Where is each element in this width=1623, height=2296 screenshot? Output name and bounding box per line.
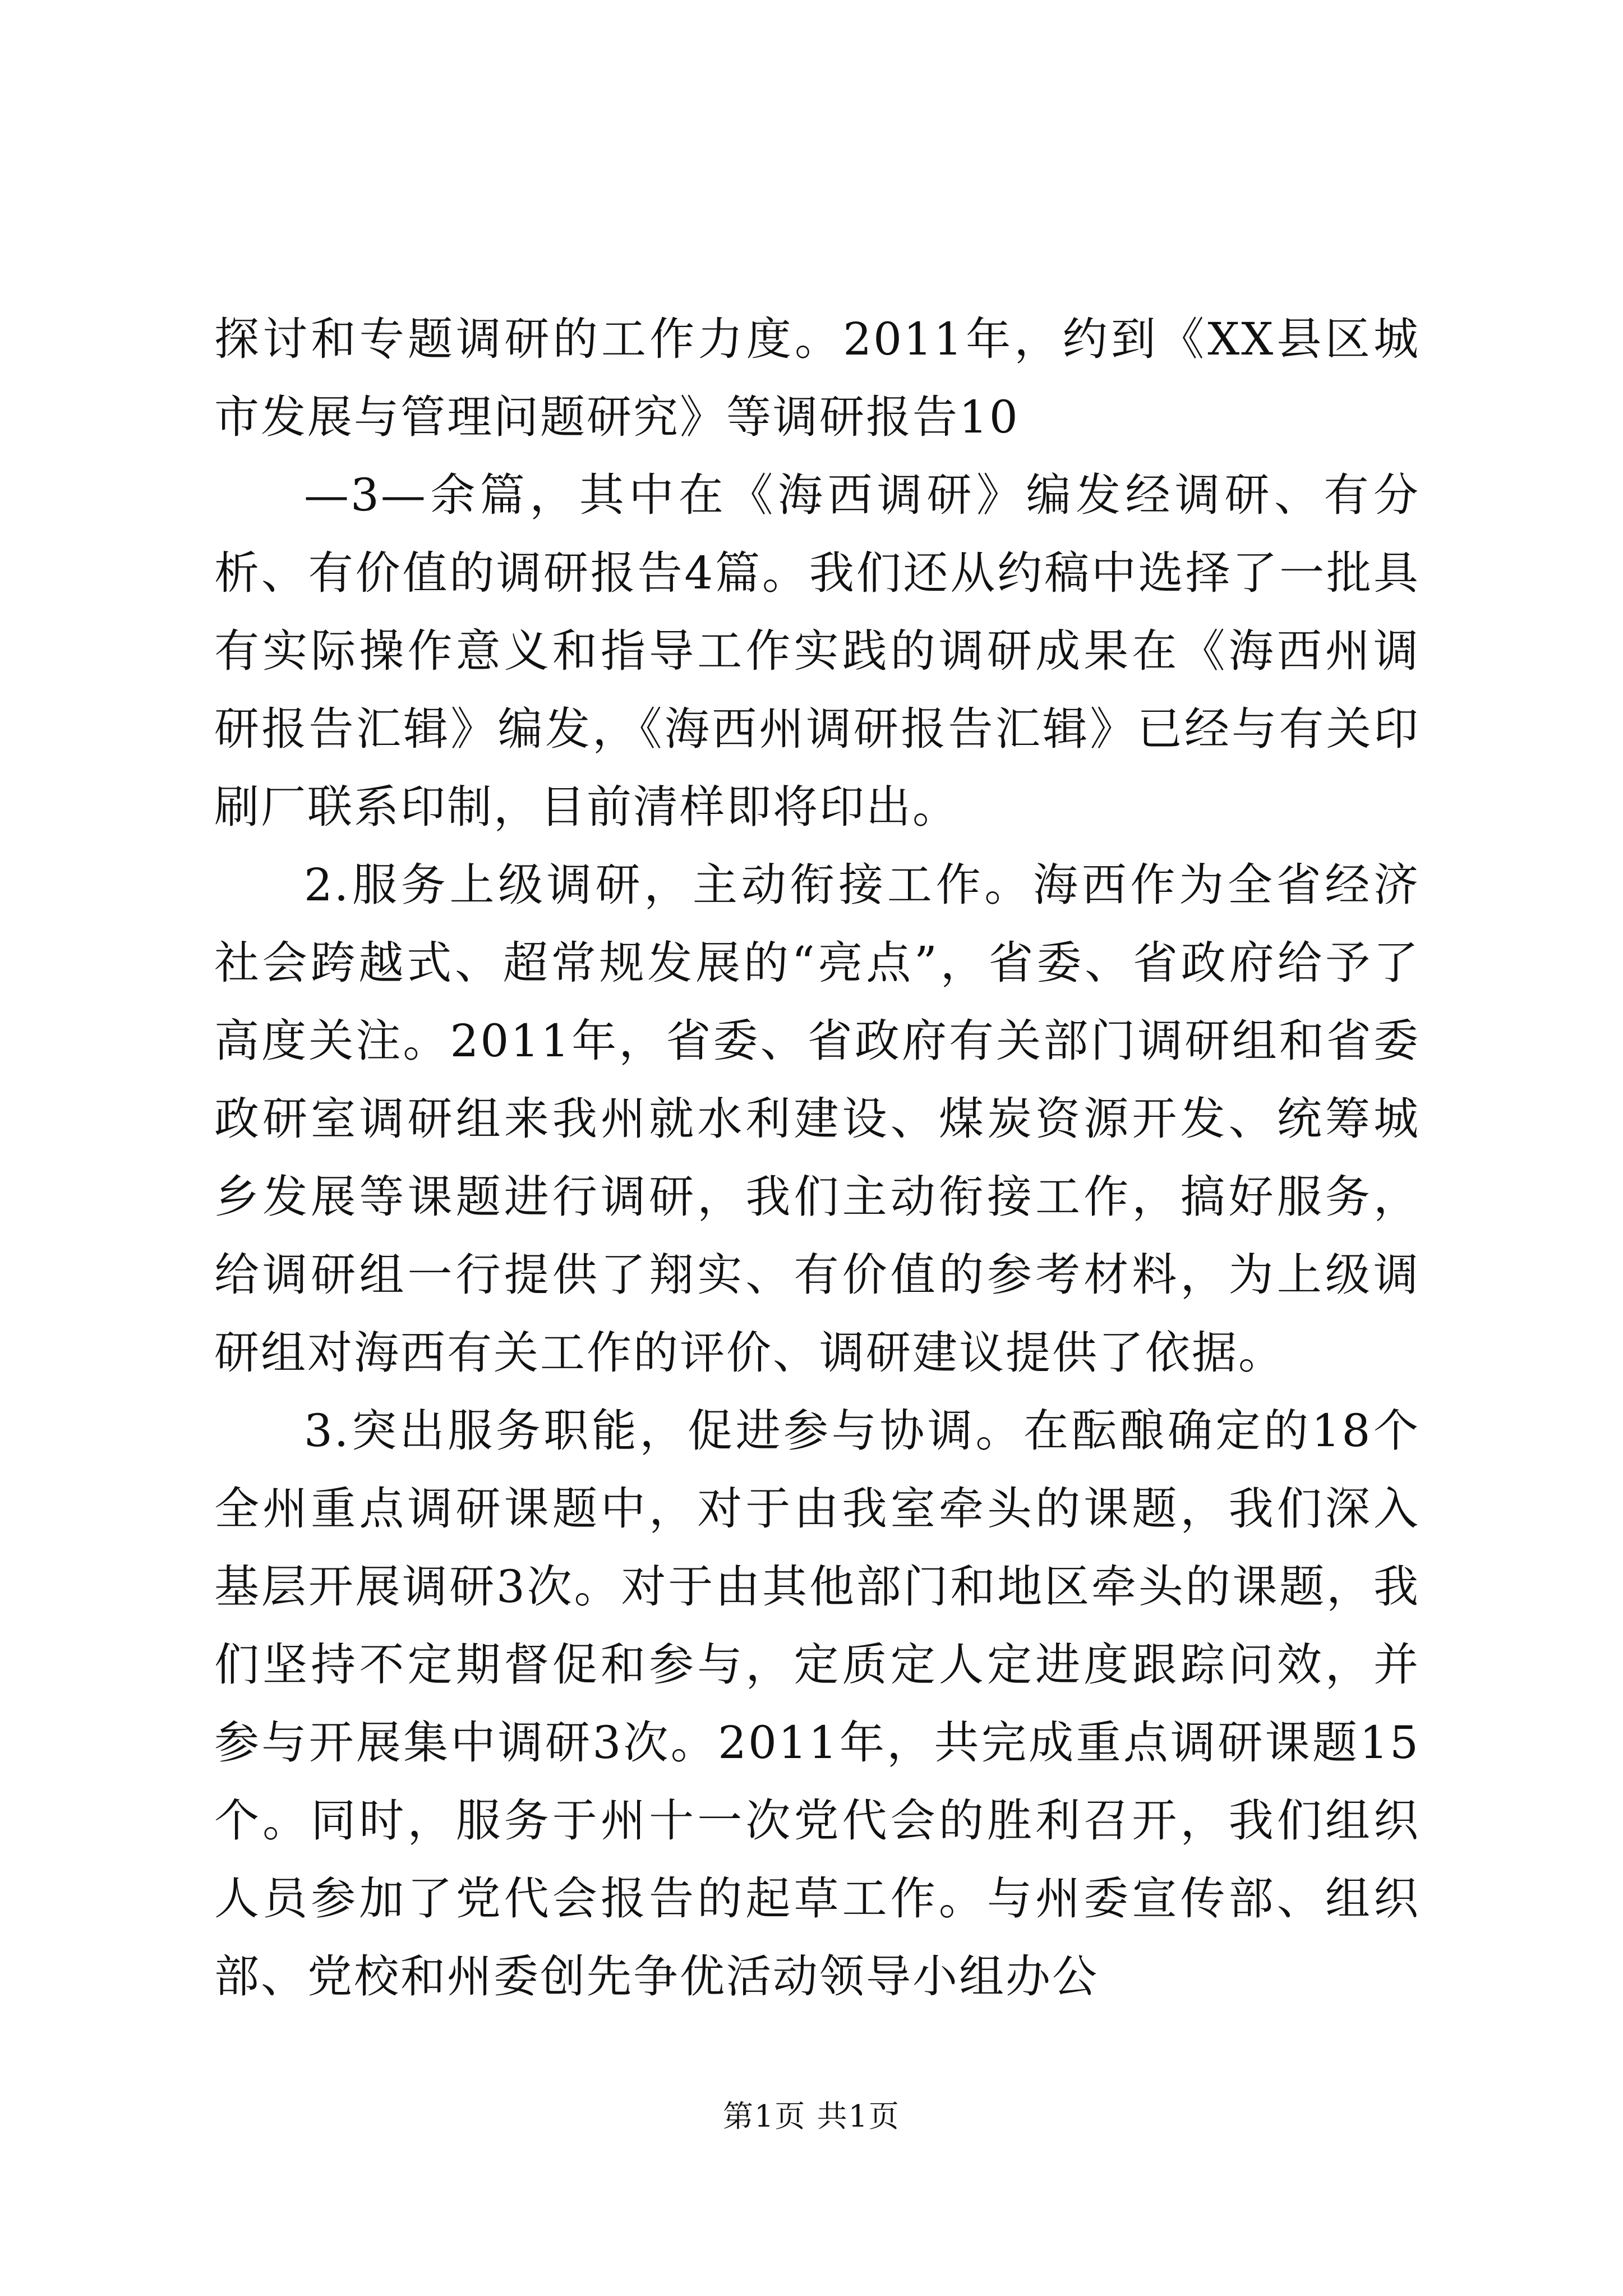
paragraph-1: 探讨和专题调研的工作力度。2011年，约到《XX县区城市发展与管理问题研究》等调研报告10 xyxy=(214,313,1420,443)
page-number-label: 第1页 共1页 xyxy=(723,2099,900,2134)
paragraph-4: 3.突出服务职能，促进参与协调。在酝酿确定的18个全州重点调研课题中，对于由我室牵头的课题，我们深入基层开展调研3次。对于由其他部门和地区牵头的课题，我们坚持不定期督促和参与，定质定人定进度跟踪问效，并参与开展集中调研3次。2011年，共完成重点调研课题15个。同时，服务于州十一次党代会的胜利召开，我们组织人员参加了党代会报告的起草工作。与州委宣传部、组织部、党校和州委创先争优活动领导小组办公 xyxy=(214,1405,1420,2003)
paragraph-3: 2.服务上级调研，主动衔接工作。海西作为全省经济社会跨越式、超常规发展的“亮点”，省委、省政府给予了高度关注。2011年，省委、省政府有关部门调研组和省委政研室调研组来我州就水利建设、煤炭资源开发、统筹城乡发展等课题进行调研，我们主动衔接工作，搞好服务，给调研组一行提供了翔实、有价值的参考材料，为上级调研组对海西有关工作的评价、调研建议提供了依据。 xyxy=(214,859,1420,1379)
document-body xyxy=(214,300,1420,2016)
page-footer xyxy=(0,2097,1623,2136)
paragraph-2: —3—余篇，其中在《海西调研》编发经调研、有分析、有价值的调研报告4篇。我们还从约稿中选择了一批具有实际操作意义和指导工作实践的调研成果在《海西州调研报告汇辑》编发，《海西州调研报告汇辑》已经与有关印刷厂联系印制，目前清样即将印出。 xyxy=(214,469,1420,833)
